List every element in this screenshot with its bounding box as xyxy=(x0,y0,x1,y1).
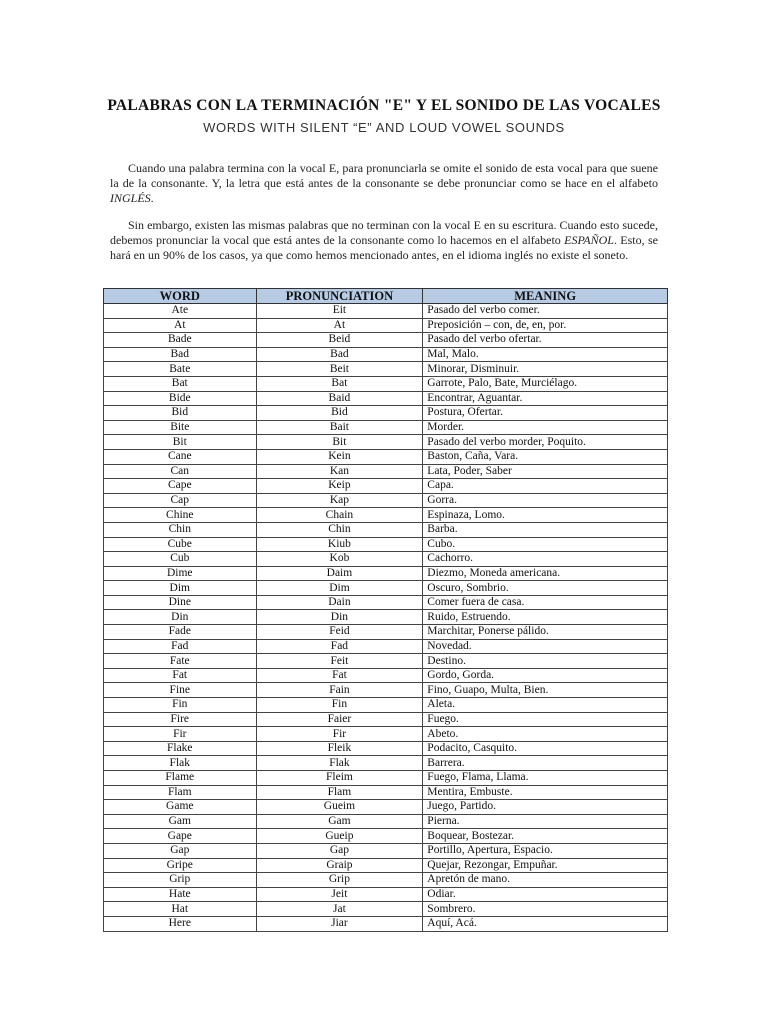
paragraph-text: . Esto, se hará en un 90% de los casos, ya que como hemos mencionado antes, en el idioma inglés no existe el soneto. xyxy=(110,233,658,262)
cell-meaning: Preposición – con, de, en, por. xyxy=(423,318,668,333)
page-title: PALABRAS CON LA TERMINACIÓN "E" Y EL SONIDO DE LAS VOCALES xyxy=(107,97,661,114)
cell-pronunciation: Beid xyxy=(256,333,423,348)
cell-pronunciation: Chin xyxy=(256,522,423,537)
cell-pronunciation: Fat xyxy=(256,668,423,683)
cell-word: Can xyxy=(104,464,257,479)
cell-pronunciation: Bait xyxy=(256,420,423,435)
cell-word: Bad xyxy=(104,347,257,362)
cell-meaning: Lata, Poder, Saber xyxy=(423,464,668,479)
paragraph-text: Cuando una palabra termina con la vocal E, para pronunciarla se omite el sonido de esta vocal para que suene la de la consonante. Y, la letra que está antes de la consonante se debe pronunciar como se hace en el alfabeto xyxy=(110,161,658,190)
table-row xyxy=(104,522,668,537)
cell-meaning: Boquear, Bostezar. xyxy=(423,829,668,844)
table-row xyxy=(104,318,668,333)
cell-word: Din xyxy=(104,610,257,625)
table-row xyxy=(104,479,668,494)
paragraph-emphasis: INGLÉS xyxy=(110,191,151,205)
cell-word: Gripe xyxy=(104,858,257,873)
cell-meaning: Morder. xyxy=(423,420,668,435)
table-row xyxy=(104,654,668,669)
cell-pronunciation: Gueip xyxy=(256,829,423,844)
cell-word: Cub xyxy=(104,552,257,567)
cell-meaning: Apretón de mano. xyxy=(423,873,668,888)
cell-pronunciation: Bad xyxy=(256,347,423,362)
cell-pronunciation: Beit xyxy=(256,362,423,377)
cell-word: Flak xyxy=(104,756,257,771)
table-row xyxy=(104,406,668,421)
table-row xyxy=(104,727,668,742)
table-row xyxy=(104,508,668,523)
cell-word: Bate xyxy=(104,362,257,377)
table-row xyxy=(104,858,668,873)
cell-word: Ate xyxy=(104,304,257,319)
cell-word: Fat xyxy=(104,668,257,683)
cell-word: Cane xyxy=(104,449,257,464)
cell-pronunciation: Eit xyxy=(256,304,423,319)
header-meaning: MEANING xyxy=(423,289,668,304)
cell-word: Fin xyxy=(104,698,257,713)
cell-word: Here xyxy=(104,916,257,931)
table-row xyxy=(104,756,668,771)
cell-word: Fate xyxy=(104,654,257,669)
cell-word: Dime xyxy=(104,566,257,581)
cell-meaning: Gordo, Gorda. xyxy=(423,668,668,683)
cell-pronunciation: Dain xyxy=(256,595,423,610)
cell-pronunciation: Dim xyxy=(256,581,423,596)
table-row xyxy=(104,376,668,391)
cell-word: Hat xyxy=(104,902,257,917)
table-row xyxy=(104,741,668,756)
cell-word: Fade xyxy=(104,625,257,640)
cell-word: Game xyxy=(104,800,257,815)
cell-meaning: Baston, Caña, Vara. xyxy=(423,449,668,464)
table-row xyxy=(104,902,668,917)
table-row xyxy=(104,362,668,377)
cell-meaning: Aquí, Acá. xyxy=(423,916,668,931)
cell-pronunciation: Kein xyxy=(256,449,423,464)
cell-pronunciation: Jiar xyxy=(256,916,423,931)
cell-pronunciation: Keip xyxy=(256,479,423,494)
cell-word: Chin xyxy=(104,522,257,537)
cell-word: Flame xyxy=(104,771,257,786)
table-row xyxy=(104,552,668,567)
header-word: WORD xyxy=(104,289,257,304)
table-header-row xyxy=(104,289,668,304)
cell-pronunciation: Feid xyxy=(256,625,423,640)
cell-pronunciation: Daim xyxy=(256,566,423,581)
cell-pronunciation: Gap xyxy=(256,843,423,858)
cell-pronunciation: Feit xyxy=(256,654,423,669)
table-row xyxy=(104,420,668,435)
cell-meaning: Cachorro. xyxy=(423,552,668,567)
cell-pronunciation: Fleim xyxy=(256,771,423,786)
cell-pronunciation: Baid xyxy=(256,391,423,406)
cell-word: Bade xyxy=(104,333,257,348)
table-row xyxy=(104,333,668,348)
table-row xyxy=(104,449,668,464)
cell-word: Gam xyxy=(104,814,257,829)
cell-meaning: Novedad. xyxy=(423,639,668,654)
cell-meaning: Ruido, Estruendo. xyxy=(423,610,668,625)
cell-meaning: Mentira, Embuste. xyxy=(423,785,668,800)
cell-pronunciation: Kan xyxy=(256,464,423,479)
cell-pronunciation: Grip xyxy=(256,873,423,888)
cell-pronunciation: Bid xyxy=(256,406,423,421)
table-row xyxy=(104,304,668,319)
cell-pronunciation: Bat xyxy=(256,376,423,391)
cell-pronunciation: Jeit xyxy=(256,887,423,902)
cell-meaning: Postura, Ofertar. xyxy=(423,406,668,421)
cell-meaning: Fuego, Flama, Llama. xyxy=(423,771,668,786)
paragraph-text: Sin embargo, existen las mismas palabras que no terminan con la vocal E en su escritura. Cuando esto sucede, debemos pronunciar la vocal que está antes de la consonante como lo hacemos en el alfabeto xyxy=(110,218,658,247)
cell-meaning: Odiar. xyxy=(423,887,668,902)
cell-meaning: Sombrero. xyxy=(423,902,668,917)
cell-word: Cape xyxy=(104,479,257,494)
cell-pronunciation: Flak xyxy=(256,756,423,771)
table-row xyxy=(104,625,668,640)
cell-meaning: Pasado del verbo comer. xyxy=(423,304,668,319)
cell-pronunciation: Faier xyxy=(256,712,423,727)
cell-word: Fire xyxy=(104,712,257,727)
cell-pronunciation: Jat xyxy=(256,902,423,917)
vocabulary-table xyxy=(103,288,668,932)
cell-pronunciation: Fain xyxy=(256,683,423,698)
cell-pronunciation: At xyxy=(256,318,423,333)
cell-pronunciation: Graip xyxy=(256,858,423,873)
cell-meaning: Garrote, Palo, Bate, Murciélago. xyxy=(423,376,668,391)
cell-word: Hate xyxy=(104,887,257,902)
table-row xyxy=(104,712,668,727)
table-row xyxy=(104,668,668,683)
cell-meaning: Destino. xyxy=(423,654,668,669)
table-row xyxy=(104,464,668,479)
table-row xyxy=(104,800,668,815)
table-row xyxy=(104,581,668,596)
cell-word: Flam xyxy=(104,785,257,800)
cell-word: Flake xyxy=(104,741,257,756)
cell-meaning: Fuego. xyxy=(423,712,668,727)
cell-meaning: Espinaza, Lomo. xyxy=(423,508,668,523)
cell-meaning: Diezmo, Moneda americana. xyxy=(423,566,668,581)
cell-meaning: Encontrar, Aguantar. xyxy=(423,391,668,406)
cell-word: Cube xyxy=(104,537,257,552)
table-row xyxy=(104,843,668,858)
second-paragraph xyxy=(110,218,658,263)
cell-word: Bid xyxy=(104,406,257,421)
table-row xyxy=(104,829,668,844)
cell-meaning: Oscuro, Sombrio. xyxy=(423,581,668,596)
table-row xyxy=(104,814,668,829)
cell-word: Chine xyxy=(104,508,257,523)
paragraph-emphasis: ESPAÑOL xyxy=(564,233,614,247)
cell-meaning: Fino, Guapo, Multa, Bien. xyxy=(423,683,668,698)
paragraph-text: . xyxy=(150,191,154,205)
table-row xyxy=(104,887,668,902)
table-row xyxy=(104,785,668,800)
cell-pronunciation: Flam xyxy=(256,785,423,800)
cell-pronunciation: Kap xyxy=(256,493,423,508)
cell-pronunciation: Bit xyxy=(256,435,423,450)
table-body xyxy=(104,304,668,932)
table-row xyxy=(104,391,668,406)
cell-pronunciation: Fad xyxy=(256,639,423,654)
cell-meaning: Quejar, Rezongar, Empuñar. xyxy=(423,858,668,873)
table-row xyxy=(104,493,668,508)
header-pronunciation: PRONUNCIATION xyxy=(256,289,423,304)
cell-word: Fad xyxy=(104,639,257,654)
cell-word: Gape xyxy=(104,829,257,844)
table-row xyxy=(104,347,668,362)
cell-word: Cap xyxy=(104,493,257,508)
cell-pronunciation: Kiub xyxy=(256,537,423,552)
cell-pronunciation: Gam xyxy=(256,814,423,829)
table-row xyxy=(104,537,668,552)
cell-meaning: Pasado del verbo ofertar. xyxy=(423,333,668,348)
cell-word: At xyxy=(104,318,257,333)
intro-paragraph xyxy=(110,161,658,206)
cell-pronunciation: Fir xyxy=(256,727,423,742)
cell-meaning: Abeto. xyxy=(423,727,668,742)
cell-meaning: Pierna. xyxy=(423,814,668,829)
cell-word: Dine xyxy=(104,595,257,610)
cell-word: Grip xyxy=(104,873,257,888)
cell-pronunciation: Fleik xyxy=(256,741,423,756)
cell-meaning: Juego, Partido. xyxy=(423,800,668,815)
cell-word: Fine xyxy=(104,683,257,698)
cell-meaning: Barrera. xyxy=(423,756,668,771)
table-row xyxy=(104,595,668,610)
table-row xyxy=(104,771,668,786)
table-row xyxy=(104,698,668,713)
cell-word: Bit xyxy=(104,435,257,450)
table-row xyxy=(104,683,668,698)
cell-meaning: Podacito, Casquito. xyxy=(423,741,668,756)
cell-meaning: Mal, Malo. xyxy=(423,347,668,362)
cell-pronunciation: Fin xyxy=(256,698,423,713)
page-subtitle: WORDS WITH SILENT “E” AND LOUD VOWEL SOUNDS xyxy=(203,120,565,135)
cell-meaning: Capa. xyxy=(423,479,668,494)
cell-meaning: Portillo, Apertura, Espacio. xyxy=(423,843,668,858)
table-row xyxy=(104,610,668,625)
cell-pronunciation: Din xyxy=(256,610,423,625)
cell-meaning: Gorra. xyxy=(423,493,668,508)
cell-word: Bat xyxy=(104,376,257,391)
table-row xyxy=(104,916,668,931)
cell-meaning: Pasado del verbo morder, Poquito. xyxy=(423,435,668,450)
cell-meaning: Barba. xyxy=(423,522,668,537)
cell-meaning: Comer fuera de casa. xyxy=(423,595,668,610)
table-row xyxy=(104,435,668,450)
cell-word: Bite xyxy=(104,420,257,435)
table-row xyxy=(104,566,668,581)
cell-pronunciation: Gueim xyxy=(256,800,423,815)
cell-meaning: Minorar, Disminuir. xyxy=(423,362,668,377)
table-row xyxy=(104,639,668,654)
cell-meaning: Aleta. xyxy=(423,698,668,713)
cell-word: Gap xyxy=(104,843,257,858)
cell-word: Dim xyxy=(104,581,257,596)
cell-word: Bide xyxy=(104,391,257,406)
cell-pronunciation: Chain xyxy=(256,508,423,523)
cell-word: Fir xyxy=(104,727,257,742)
table-row xyxy=(104,873,668,888)
cell-meaning: Cubo. xyxy=(423,537,668,552)
cell-pronunciation: Kob xyxy=(256,552,423,567)
cell-meaning: Marchitar, Ponerse pálido. xyxy=(423,625,668,640)
